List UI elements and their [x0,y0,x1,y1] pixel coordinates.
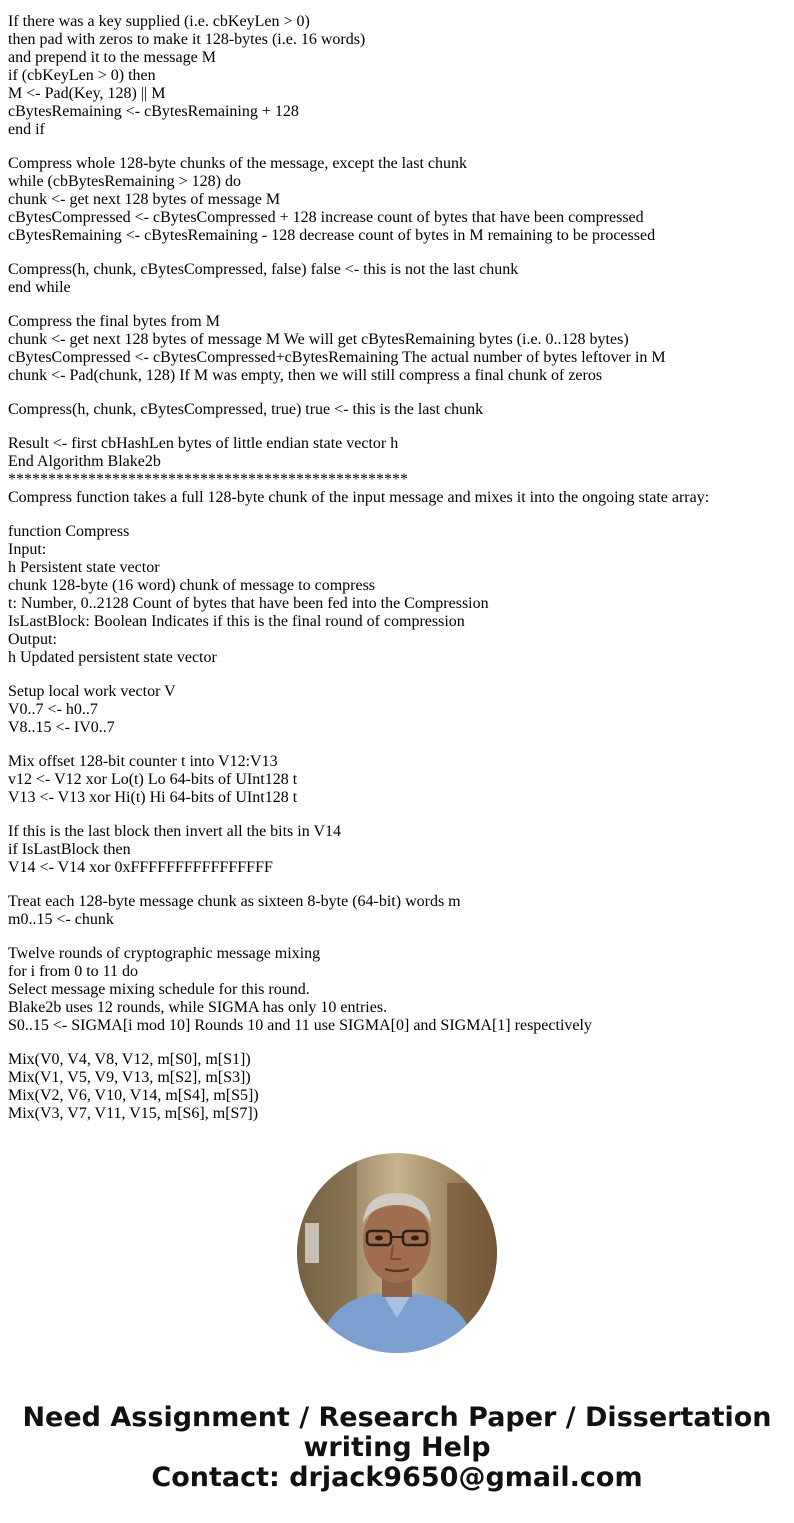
text-line: Mix(V1, V5, V9, V13, m[S2], m[S3]) [8,1069,251,1086]
text-line: h Persistent state vector [8,559,160,576]
text-line: If there was a key supplied (i.e. cbKeyLen > 0) [8,13,310,30]
text-line: S0..15 <- SIGMA[i mod 10] Rounds 10 and 11 use SIGMA[0] and SIGMA[1] respectively [8,1017,592,1034]
paragraph [8,13,788,139]
paragraph [8,893,788,929]
paragraph [8,313,788,385]
text-line: function Compress [8,523,130,540]
text-line: cBytesCompressed <- cBytesCompressed + 128 increase count of bytes that have been compressed [8,209,644,226]
text-line: Compress the final bytes from M [8,313,220,330]
text-line: Mix(V0, V4, V8, V12, m[S0], m[S1]) [8,1051,251,1068]
paragraph [8,945,788,1035]
text-line: Input: [8,541,47,558]
text-line: Mix(V2, V6, V10, V14, m[S4], m[S5]) [8,1087,259,1104]
text-line: and prepend it to the message M [8,49,216,66]
text-line: Compress(h, chunk, cBytesCompressed, true) true <- this is the last chunk [8,401,484,418]
text-line: V8..15 <- IV0..7 [8,719,115,736]
text-line: chunk 128-byte (16 word) chunk of message to compress [8,577,376,594]
text-line: v12 <- V12 xor Lo(t) Lo 64-bits of UInt128 t [8,771,298,788]
text-line: for i from 0 to 11 do [8,963,139,980]
text-line: V13 <- V13 xor Hi(t) Hi 64-bits of UInt128 t [8,789,298,806]
text-line: V0..7 <- h0..7 [8,701,98,718]
author-photo [297,1153,497,1353]
text-line: Mix offset 128-bit counter t into V12:V13 [8,753,278,770]
text-line: Treat each 128-byte message chunk as sixteen 8-byte (64-bit) words m [8,893,461,910]
text-line: Mix(V3, V7, V11, V15, m[S6], m[S7]) [8,1105,259,1122]
advert-contact: Contact: drjack9650@gmail.com [151,1462,643,1493]
text-line: cBytesRemaining <- cBytesRemaining - 128 decrease count of bytes in M remaining to be processed [8,227,656,244]
text-line: IsLastBlock: Boolean Indicates if this is the final round of compression [8,613,465,630]
separator-line: ************************************************** [8,471,408,488]
paragraph [8,401,788,419]
text-line: chunk <- Pad(chunk, 128) If M was empty, then we will still compress a final chunk of zeros [8,367,603,384]
text-line: if (cbKeyLen > 0) then [8,67,156,84]
text-line: end if [8,121,45,138]
text-line: Compress(h, chunk, cBytesCompressed, false) false <- this is not the last chunk [8,261,519,278]
text-line: End Algorithm Blake2b [8,453,161,470]
person-portrait-icon [297,1153,497,1353]
text-line: M <- Pad(Key, 128) || M [8,85,166,102]
advert-line: writing Help [303,1432,491,1463]
text-line: if IsLastBlock then [8,841,131,858]
assignment-help-advert [0,1403,794,1493]
text-line: Compress whole 128-byte chunks of the message, except the last chunk [8,155,467,172]
paragraph [8,523,788,667]
text-line: Twelve rounds of cryptographic message mixing [8,945,321,962]
text-line: m0..15 <- chunk [8,911,114,928]
paragraph [8,155,788,245]
text-line: then pad with zeros to make it 128-bytes (i.e. 16 words) [8,31,366,48]
text-line: Select message mixing schedule for this round. [8,981,310,998]
text-line: Compress function takes a full 128-byte chunk of the input message and mixes it into the ongoing state array: [8,489,710,506]
text-line: Blake2b uses 12 rounds, while SIGMA has only 10 entries. [8,999,388,1016]
text-line: t: Number, 0..2128 Count of bytes that have been fed into the Compression [8,595,489,612]
paragraph [8,1051,788,1123]
text-line: end while [8,279,71,296]
advert-line: Need Assignment / Research Paper / Dissertation [22,1402,772,1433]
paragraph [8,435,788,507]
paragraph [8,753,788,807]
text-line: Setup local work vector V [8,683,176,700]
text-line: cBytesRemaining <- cBytesRemaining + 128 [8,103,299,120]
text-line: If this is the last block then invert all the bits in V14 [8,823,341,840]
text-line: cBytesCompressed <- cBytesCompressed+cBytesRemaining The actual number of bytes leftover in M [8,349,666,366]
text-line: Output: [8,631,57,648]
text-line: h Updated persistent state vector [8,649,217,666]
paragraph [8,823,788,877]
paragraph [8,261,788,297]
paragraph [8,683,788,737]
text-line: V14 <- V14 xor 0xFFFFFFFFFFFFFFFF [8,859,273,876]
algorithm-text [8,13,788,1123]
text-line: Result <- first cbHashLen bytes of little endian state vector h [8,435,399,452]
text-line: while (cbBytesRemaining > 128) do [8,173,241,190]
text-line: chunk <- get next 128 bytes of message M [8,191,281,208]
text-line: chunk <- get next 128 bytes of message M We will get cBytesRemaining bytes (i.e. 0..128 bytes) [8,331,629,348]
